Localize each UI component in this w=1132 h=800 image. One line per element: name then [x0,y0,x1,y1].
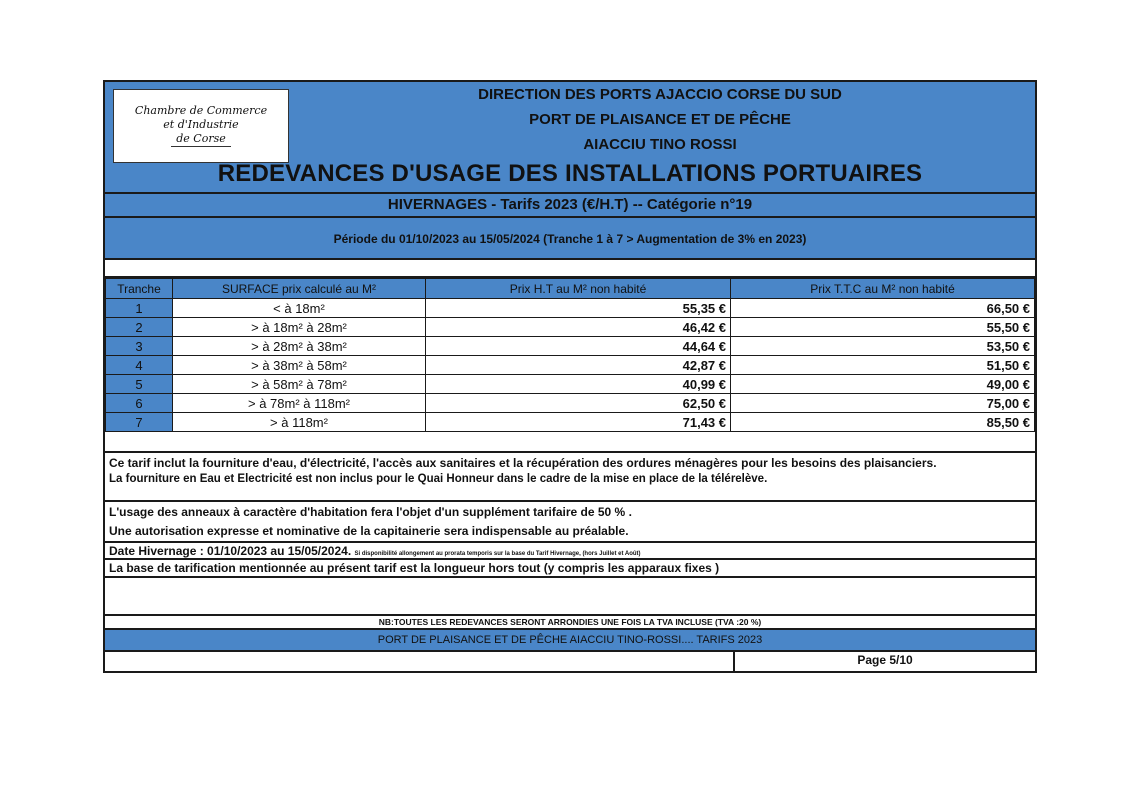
price-ht-cell: 42,87 € [426,356,731,375]
tranche-cell: 4 [106,356,173,375]
logo-line-1: Chambre de Commerce [134,104,268,117]
header-line-2: PORT DE PLAISANCE ET DE PÊCHE [529,111,791,128]
col-surface: SURFACE prix calculé au M² [173,279,426,299]
header-line-1: DIRECTION DES PORTS AJACCIO CORSE DU SUD [478,86,842,103]
subtitle-row [105,194,1035,218]
page-number: Page 5/10 [857,653,913,667]
table-row [106,413,1035,432]
surface-cell: < à 18m² [173,299,426,318]
notes-block-1 [105,453,1035,502]
col-tranche: Tranche [106,279,173,299]
note-quai-honneur: La fourniture en Eau et Electricité est non inclus pour le Quai Honneur dans le cadre de la mise en place de la télérelève. [109,473,768,485]
port-footer-row [105,630,1035,652]
note-base-tarification: La base de tarification mentionnée au présent tarif est la longueur hors tout (y compris les apparaux fixes ) [109,561,720,575]
notes-block-4 [105,560,1035,578]
price-ht-cell: 62,50 € [426,394,731,413]
subtitle: HIVERNAGES - Tarifs 2023 (€/H.T) -- Catégorie n°19 [387,196,753,213]
tranche-cell: 6 [106,394,173,413]
price-ttc-cell: 51,50 € [731,356,1035,375]
price-ttc-cell: 49,00 € [731,375,1035,394]
price-ttc-cell: 53,50 € [731,337,1035,356]
col-ht: Prix H.T au M² non habité [426,279,731,299]
tranche-cell: 3 [106,337,173,356]
note-authorisation: Une autorisation expresse et nominative de la capitainerie sera indispensable au préalable. [109,524,629,538]
col-ttc: Prix T.T.C au M² non habité [731,279,1035,299]
blank-row [105,578,1035,616]
price-ht-cell: 71,43 € [426,413,731,432]
price-ttc-cell: 55,50 € [731,318,1035,337]
header-block [105,82,1035,194]
price-ht-cell: 55,35 € [426,299,731,318]
period-text: Période du 01/10/2023 au 15/05/2024 (Tranche 1 à 7 > Augmentation de 3% en 2023) [333,232,807,246]
table-header-row [106,279,1035,299]
tranche-cell: 7 [106,413,173,432]
nb-row [105,616,1035,630]
period-row [105,218,1035,260]
surface-cell: > à 78m² à 118m² [173,394,426,413]
notes-block-2 [105,502,1035,543]
tranche-cell: 5 [106,375,173,394]
table-row [106,394,1035,413]
logo-rule [171,146,231,147]
cci-corse-logo [113,89,289,163]
tranche-cell: 2 [106,318,173,337]
logo-line-3: de Corse [176,132,226,145]
surface-cell: > à 58m² à 78m² [173,375,426,394]
note-date-hivernage [109,544,641,558]
price-ttc-cell: 75,00 € [731,394,1035,413]
nb-text: NB:TOUTES LES REDEVANCES SERONT ARRONDIES UNE FOIS LA TVA INCLUSE (TVA :20 %) [378,617,762,627]
price-ht-cell: 46,42 € [426,318,731,337]
tariff-table [105,278,1035,432]
table-row [106,299,1035,318]
surface-cell: > à 18m² à 28m² [173,318,426,337]
notes-block-3 [105,543,1035,560]
surface-cell: > à 38m² à 58m² [173,356,426,375]
header-line-3: AIACCIU TINO ROSSI [583,136,737,153]
price-ht-cell: 40,99 € [426,375,731,394]
price-ttc-cell: 66,50 € [731,299,1035,318]
spacer-row [105,260,1035,278]
port-footer-text: PORT DE PLAISANCE ET DE PÊCHE AIACCIU TINO-ROSSI.... TARIFS 2023 [377,634,763,646]
date-hivernage-small: Si disponibilité allongement au prorata temporis sur la base du Tarif Hivernage, (hors Juillet et Août) [354,551,641,557]
surface-cell: > à 118m² [173,413,426,432]
note-water-electricity: Ce tarif inclut la fourniture d'eau, d'électricité, l'accès aux sanitaires et la récupération des ordures ménagères pour les besoins des plaisanciers. [109,456,937,470]
note-habitation: L'usage des anneaux à caractère d'habitation fera l'objet d'un supplément tarifaire de 50 % . [109,505,632,519]
table-row [106,375,1035,394]
price-ttc-cell: 85,50 € [731,413,1035,432]
tariff-sheet [103,80,1037,673]
logo-line-2: et d'Industrie [163,118,239,131]
table-row [106,337,1035,356]
page-row [105,652,1035,671]
table-row [106,356,1035,375]
surface-cell: > à 28m² à 38m² [173,337,426,356]
table-gap-row [105,437,1035,453]
tranche-cell: 1 [106,299,173,318]
price-ht-cell: 44,64 € [426,337,731,356]
date-hivernage-text: Date Hivernage : 01/10/2023 au 15/05/2024. [109,544,352,558]
table-row [106,318,1035,337]
page-title: REDEVANCES D'USAGE DES INSTALLATIONS PORTUAIRES [217,160,923,187]
